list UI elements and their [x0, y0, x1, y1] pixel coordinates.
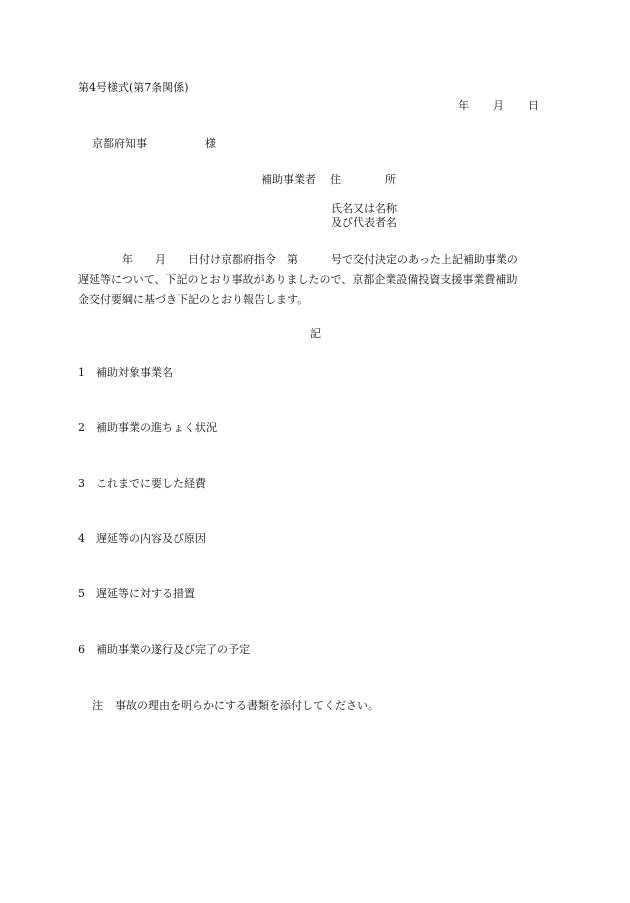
item-label: 補助事業の進ちょく状況: [96, 421, 217, 434]
item-label: 遅延等の内容及び原因: [96, 532, 206, 545]
list-item: [78, 477, 206, 491]
item-number: 2: [78, 421, 85, 434]
item-label: 遅延等に対する措置: [96, 587, 195, 600]
addressee-name: 京都府知事: [92, 137, 147, 150]
body-line-1: 年 月 日付け京都府指令 第 号で交付決定のあった上記補助事業の: [78, 253, 518, 266]
item-label: 補助対象事業名: [96, 366, 173, 379]
list-item: [78, 587, 195, 601]
list-item: [78, 643, 250, 657]
list-item: [78, 532, 206, 546]
body-line-2: 遅延等について、下記のとおり事故がありましたので、京都企業設備投資支援事業費補助: [78, 273, 518, 286]
body-paragraph: [78, 250, 558, 310]
item-label: これまでに要した経費: [96, 477, 206, 490]
item-number: 6: [78, 643, 85, 656]
item-number: 1: [78, 366, 85, 379]
applicant-address-line: [261, 173, 396, 187]
item-number: 3: [78, 477, 85, 490]
item-number: 4: [78, 532, 85, 545]
item-label: 補助事業の遂行及び完了の予定: [96, 643, 250, 656]
date-year-label: 年: [458, 99, 469, 112]
name-label-line1: 氏名又は名称: [331, 202, 397, 215]
body-line-3: 金交付要綱に基づき下記のとおり報告します。: [78, 293, 309, 306]
note-text: 事故の理由を明らかにする書類を添付してください。: [115, 699, 379, 712]
date-month-label: 月: [493, 99, 504, 112]
addressee-honorific: 様: [205, 137, 216, 150]
address-label: 住 所: [330, 173, 396, 186]
ki-heading: 記: [310, 327, 321, 340]
name-label-line2: 及び代表者名: [331, 216, 397, 229]
addressee: [92, 137, 216, 151]
list-item: [78, 366, 173, 380]
note-label: 注: [92, 699, 103, 712]
list-item: [78, 421, 217, 435]
applicant-role: 補助事業者: [261, 173, 316, 186]
item-number: 5: [78, 587, 85, 600]
date-day-label: 日: [528, 99, 539, 112]
form-number: 第4号様式(第7条関係): [78, 81, 189, 94]
date-line: [458, 99, 539, 113]
note: [92, 699, 379, 713]
